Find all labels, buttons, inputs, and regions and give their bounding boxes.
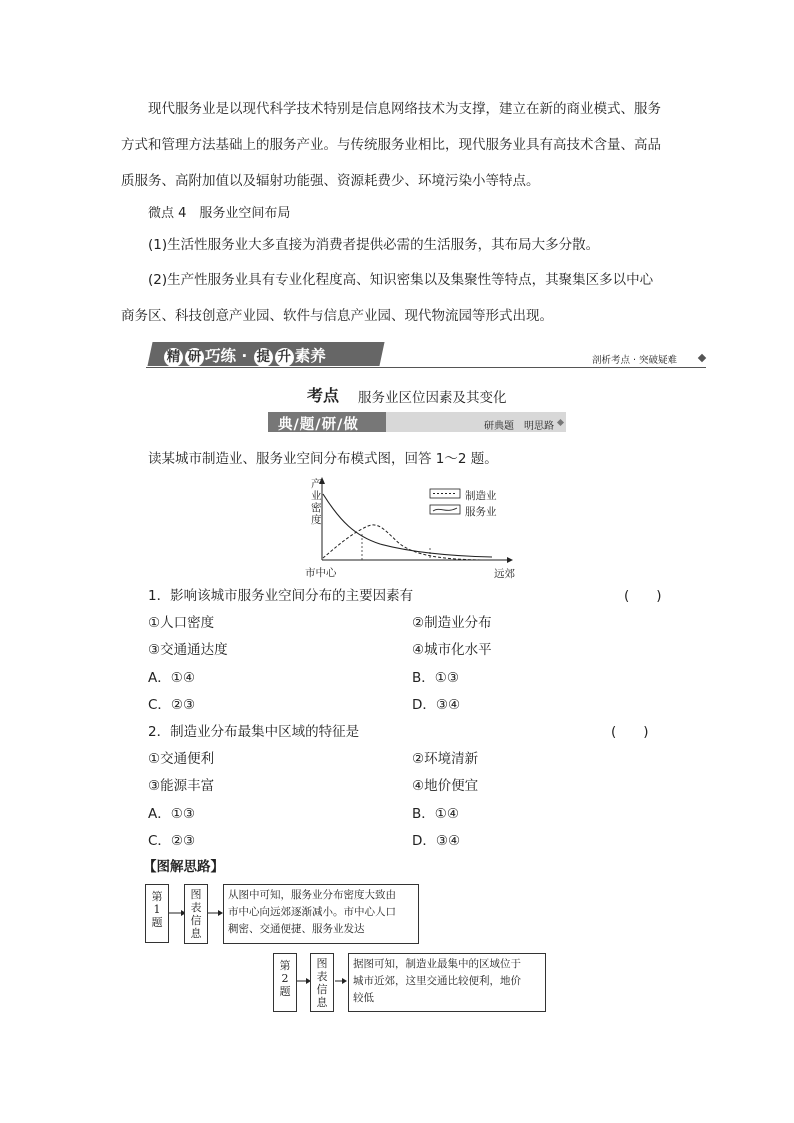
banner-text-1: 巧练 <box>205 347 237 365</box>
q2-choice-a[interactable]: A．①③ <box>148 806 195 822</box>
banner-title <box>163 344 326 367</box>
flow1-info-char-4: 息 <box>190 927 202 940</box>
question-intro: 读某城市制造业、服务业空间分布模式图，回答 1～2 题。 <box>148 451 498 467</box>
flow2-question-box <box>273 953 297 1012</box>
flow1-q-char-3: 题 <box>151 916 163 929</box>
q2-option-1: ①交通便利 <box>148 751 215 767</box>
legend-box-service <box>430 505 460 514</box>
q1-choice-a[interactable]: A．①④ <box>148 670 195 686</box>
flow1-text-line-2: 市中心向远郊逐渐减小。市中心人口 <box>228 906 396 918</box>
flow2-info-char-1: 图 <box>316 957 328 970</box>
flow2-info-char-4: 息 <box>316 996 328 1009</box>
flow2-q-char-2: 2 <box>281 972 289 985</box>
q1-option-2: ②制造业分布 <box>412 615 492 631</box>
micro-point-p1: (1)生活性服务业大多直接为消费者提供必需的生活服务，其布局大多分散。 <box>148 237 600 253</box>
diagram-title: 【图解思路】 <box>143 859 224 875</box>
flow1-text-line-1: 从图中可知，服务业分布密度大致由 <box>228 889 396 901</box>
legend-label-service: 服务业 <box>465 506 497 518</box>
banner-char-5: 升 <box>275 348 294 367</box>
legend-swatch-service <box>433 508 457 511</box>
intro-line-2: 方式和管理方法基础上的服务产业。与传统服务业相比，现代服务业具有高技术含量、高品 <box>121 137 661 153</box>
flow1-q-char-2: 1 <box>153 903 161 916</box>
micro-point-title: 微点 4 服务业空间布局 <box>148 206 291 221</box>
flow2-q-char-3: 题 <box>279 985 291 998</box>
q1-answer-paren: ( ) <box>624 588 662 604</box>
flow2-text-box <box>348 953 546 1012</box>
micro-point-p2-line1: (2)生产性服务业具有专业化程度高、知识密集以及集聚性等特点，其聚集区多以中心 <box>148 272 654 288</box>
micro-point-p2-line2: 商务区、科技创意产业园、软件与信息产业园、现代物流园等形式出现。 <box>121 308 553 324</box>
series-manufacturing-line <box>323 525 490 560</box>
flow1-info-char-3: 信 <box>190 914 202 927</box>
flow1-info-char-1: 图 <box>190 888 202 901</box>
x-start-label: 市中心 <box>305 567 337 579</box>
intro-line-1: 现代服务业是以现代科学技术特别是信息网络技术为支撑，建立在新的商业模式、服务 <box>148 101 661 117</box>
flow1-info-char-2: 表 <box>190 901 202 914</box>
flow1-text-line-3: 稠密、交通便捷、服务业发达 <box>228 923 365 935</box>
x-axis-arrow <box>507 557 513 563</box>
banner-char-1: 精 <box>164 348 183 367</box>
banner-char-2: 研 <box>185 348 204 367</box>
q1-choice-b[interactable]: B．①③ <box>412 670 459 686</box>
flow2-info-char-2: 表 <box>316 970 328 983</box>
q2-stem: 2．制造业分布最集中区域的特征是 <box>148 724 360 740</box>
flow2-q-char-1: 第 <box>279 959 291 972</box>
q2-choice-d[interactable]: D．③④ <box>412 833 461 849</box>
banner-dot: · <box>241 347 248 365</box>
diamond-icon <box>698 354 706 362</box>
q1-option-4: ④城市化水平 <box>412 642 492 658</box>
flow2-text-line-2: 城市近郊，这里交通比较便利，地价 <box>353 975 521 987</box>
q1-option-1: ①人口密度 <box>148 615 215 631</box>
flow2-text-line-3: 较低 <box>353 992 374 1004</box>
flow1-text-box <box>223 884 419 944</box>
legend-label-manufacturing: 制造业 <box>465 490 497 502</box>
banner-rule <box>146 367 706 368</box>
flow2-arrow-2-head <box>342 978 347 984</box>
q1-stem: 1．影响该城市服务业空间分布的主要因素有 <box>148 588 414 604</box>
q1-option-3: ③交通通达度 <box>148 642 228 658</box>
x-end-label: 远郊 <box>494 568 515 580</box>
q1-choice-c[interactable]: C．②③ <box>148 697 196 713</box>
intro-line-3: 质服务、高附加值以及辐射功能强、资源耗费少、环境污染小等特点。 <box>121 173 540 189</box>
chart-ylabel: 产业密度 <box>311 478 322 526</box>
q2-answer-paren: ( ) <box>611 724 649 740</box>
q2-option-3: ③能源丰富 <box>148 778 215 794</box>
flow2-info-char-3: 信 <box>316 983 328 996</box>
q1-choice-d[interactable]: D．③④ <box>412 697 461 713</box>
kaodian-title: 服务业区位因素及其变化 <box>358 390 507 406</box>
banner-text-2: 素养 <box>294 347 326 365</box>
q2-choice-b[interactable]: B．①④ <box>412 806 459 822</box>
q2-option-2: ②环境清新 <box>412 751 479 767</box>
flow1-question-box <box>145 884 169 943</box>
q2-choice-c[interactable]: C．②③ <box>148 833 196 849</box>
flow2-text-line-1: 据图可知，制造业最集中的区域位于 <box>353 958 521 970</box>
sub-banner-right: 研典题 明思路 <box>484 421 554 432</box>
flow1-info-box <box>184 884 208 944</box>
banner-right-text: 剖析考点 · 突破疑难 <box>592 355 678 366</box>
flow2-info-box <box>310 953 334 1012</box>
flow1-q-char-1: 第 <box>151 890 163 903</box>
banner-char-4: 提 <box>254 348 273 367</box>
q2-option-4: ④地价便宜 <box>412 778 479 794</box>
kaodian-label: 考点 <box>307 386 340 405</box>
sub-banner-left: 典/题/研/做 <box>278 417 359 433</box>
